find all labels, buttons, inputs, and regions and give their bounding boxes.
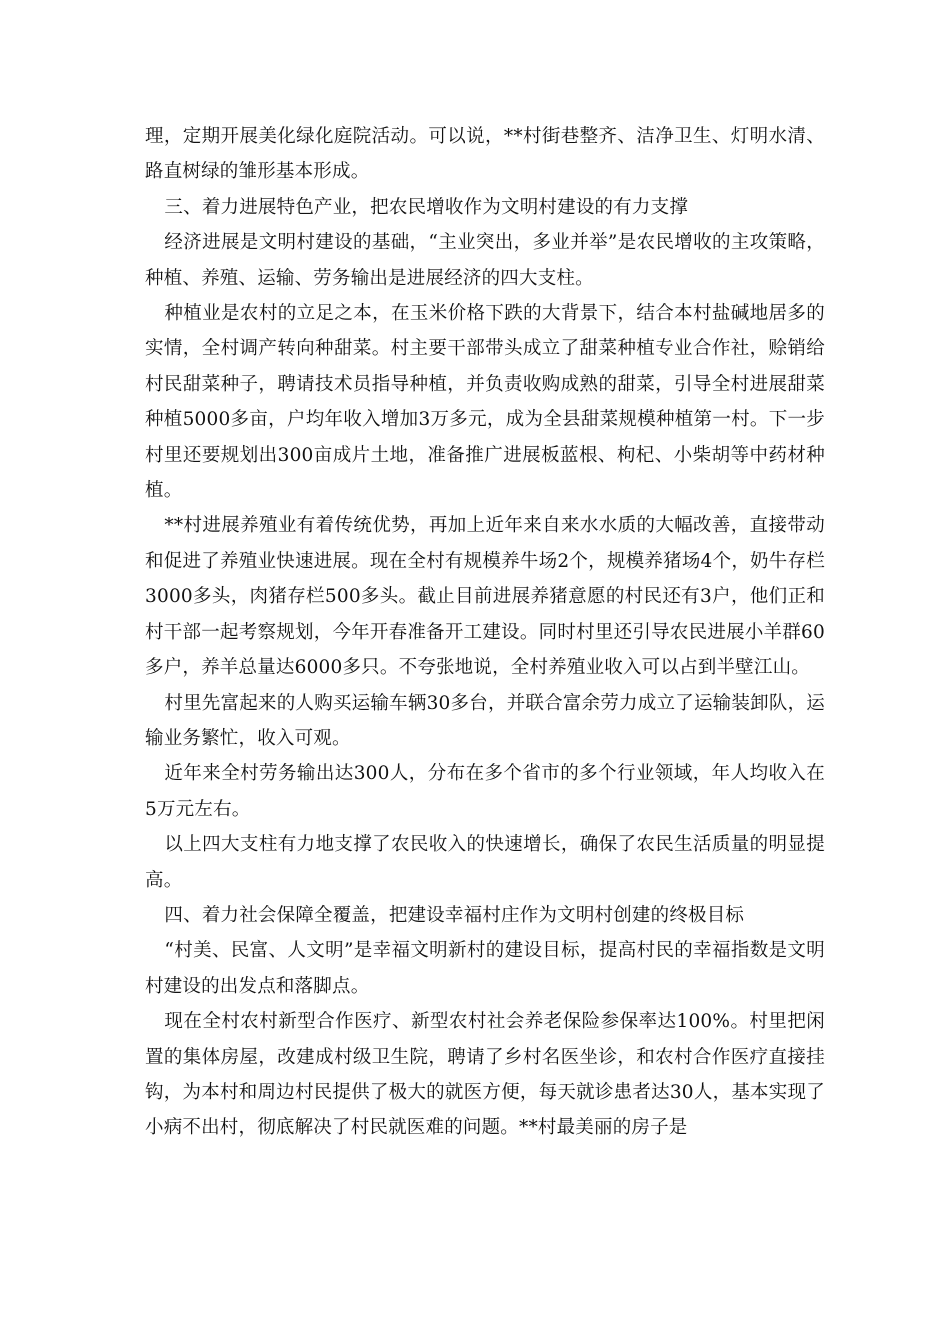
paragraph-4: **村进展养殖业有着传统优势，再加上近年来自来水水质的大幅改善，直接带动和促进了养殖业快速进展。现在全村有规模养牛场2个，规模养猪场4个，奶牛存栏3000多头，肉猪存栏500多头。截止目前进展养猪意愿的村民还有3户，他们正和村干部一起考察规划，今年开春准备开工建设。同时村里还引导农民进展小羊群60多户，养羊总量达6000多只。不夸张地说，全村养殖业收入可以占到半壁江山。 <box>145 515 825 679</box>
paragraph-1: 理，定期开展美化绿化庭院活动。可以说，**村街巷整齐、洁净卫生、灯明水清、路直树绿的雏形基本形成。 <box>145 126 825 183</box>
paragraph-7: 以上四大支柱有力地支撑了农民收入的快速增长，确保了农民生活质量的明显提高。 <box>145 834 825 891</box>
paragraph-9: 现在全村农村新型合作医疗、新型农村社会养老保险参保率达100%。村里把闲置的集体房屋，改建成村级卫生院，聘请了乡村名医坐诊，和农村合作医疗直接挂钩，为本村和周边村民提供了极大的就医方便，每天就诊患者达30人，基本实现了小病不出村，彻底解决了村民就医难的问题。**村最美丽的房子是 <box>145 1011 825 1139</box>
section-heading-4: 四、着力社会保障全覆盖，把建设幸福村庄作为文明村创建的终极目标 <box>164 904 745 926</box>
paragraph-6: 近年来全村劳务输出达300人，分布在多个省市的多个行业领域，年人均收入在5万元左右。 <box>145 763 825 820</box>
paragraph-5: 村里先富起来的人购买运输车辆30多台，并联合富余劳力成立了运输装卸队，运输业务繁忙，收入可观。 <box>145 692 825 749</box>
paragraph-8: “村美、民富、人文明”是幸福文明新村的建设目标，提高村民的幸福指数是文明村建设的出发点和落脚点。 <box>145 940 825 997</box>
section-heading-3: 三、着力进展特色产业，把农民增收作为文明村建设的有力支撑 <box>164 196 689 218</box>
paragraph-3: 种植业是农村的立足之本，在玉米价格下跌的大背景下，结合本村盐碱地居多的实情，全村调产转向种甜菜。村主要干部带头成立了甜菜种植专业合作社，赊销给村民甜菜种子，聘请技术员指导种植，并负责收购成熟的甜菜，引导全村进展甜菜种植5000多亩，户均年收入增加3万多元，成为全县甜菜规模种植第一村。下一步村里还要规划出300亩成片土地，准备推广进展板蓝根、枸杞、小柴胡等中药材种植。 <box>145 303 825 502</box>
paragraph-2: 经济进展是文明村建设的基础，“主业突出，多业并举”是农民增收的主攻策略，种植、养殖、运输、劳务输出是进展经济的四大支柱。 <box>145 232 825 289</box>
document-body <box>145 119 825 1146</box>
